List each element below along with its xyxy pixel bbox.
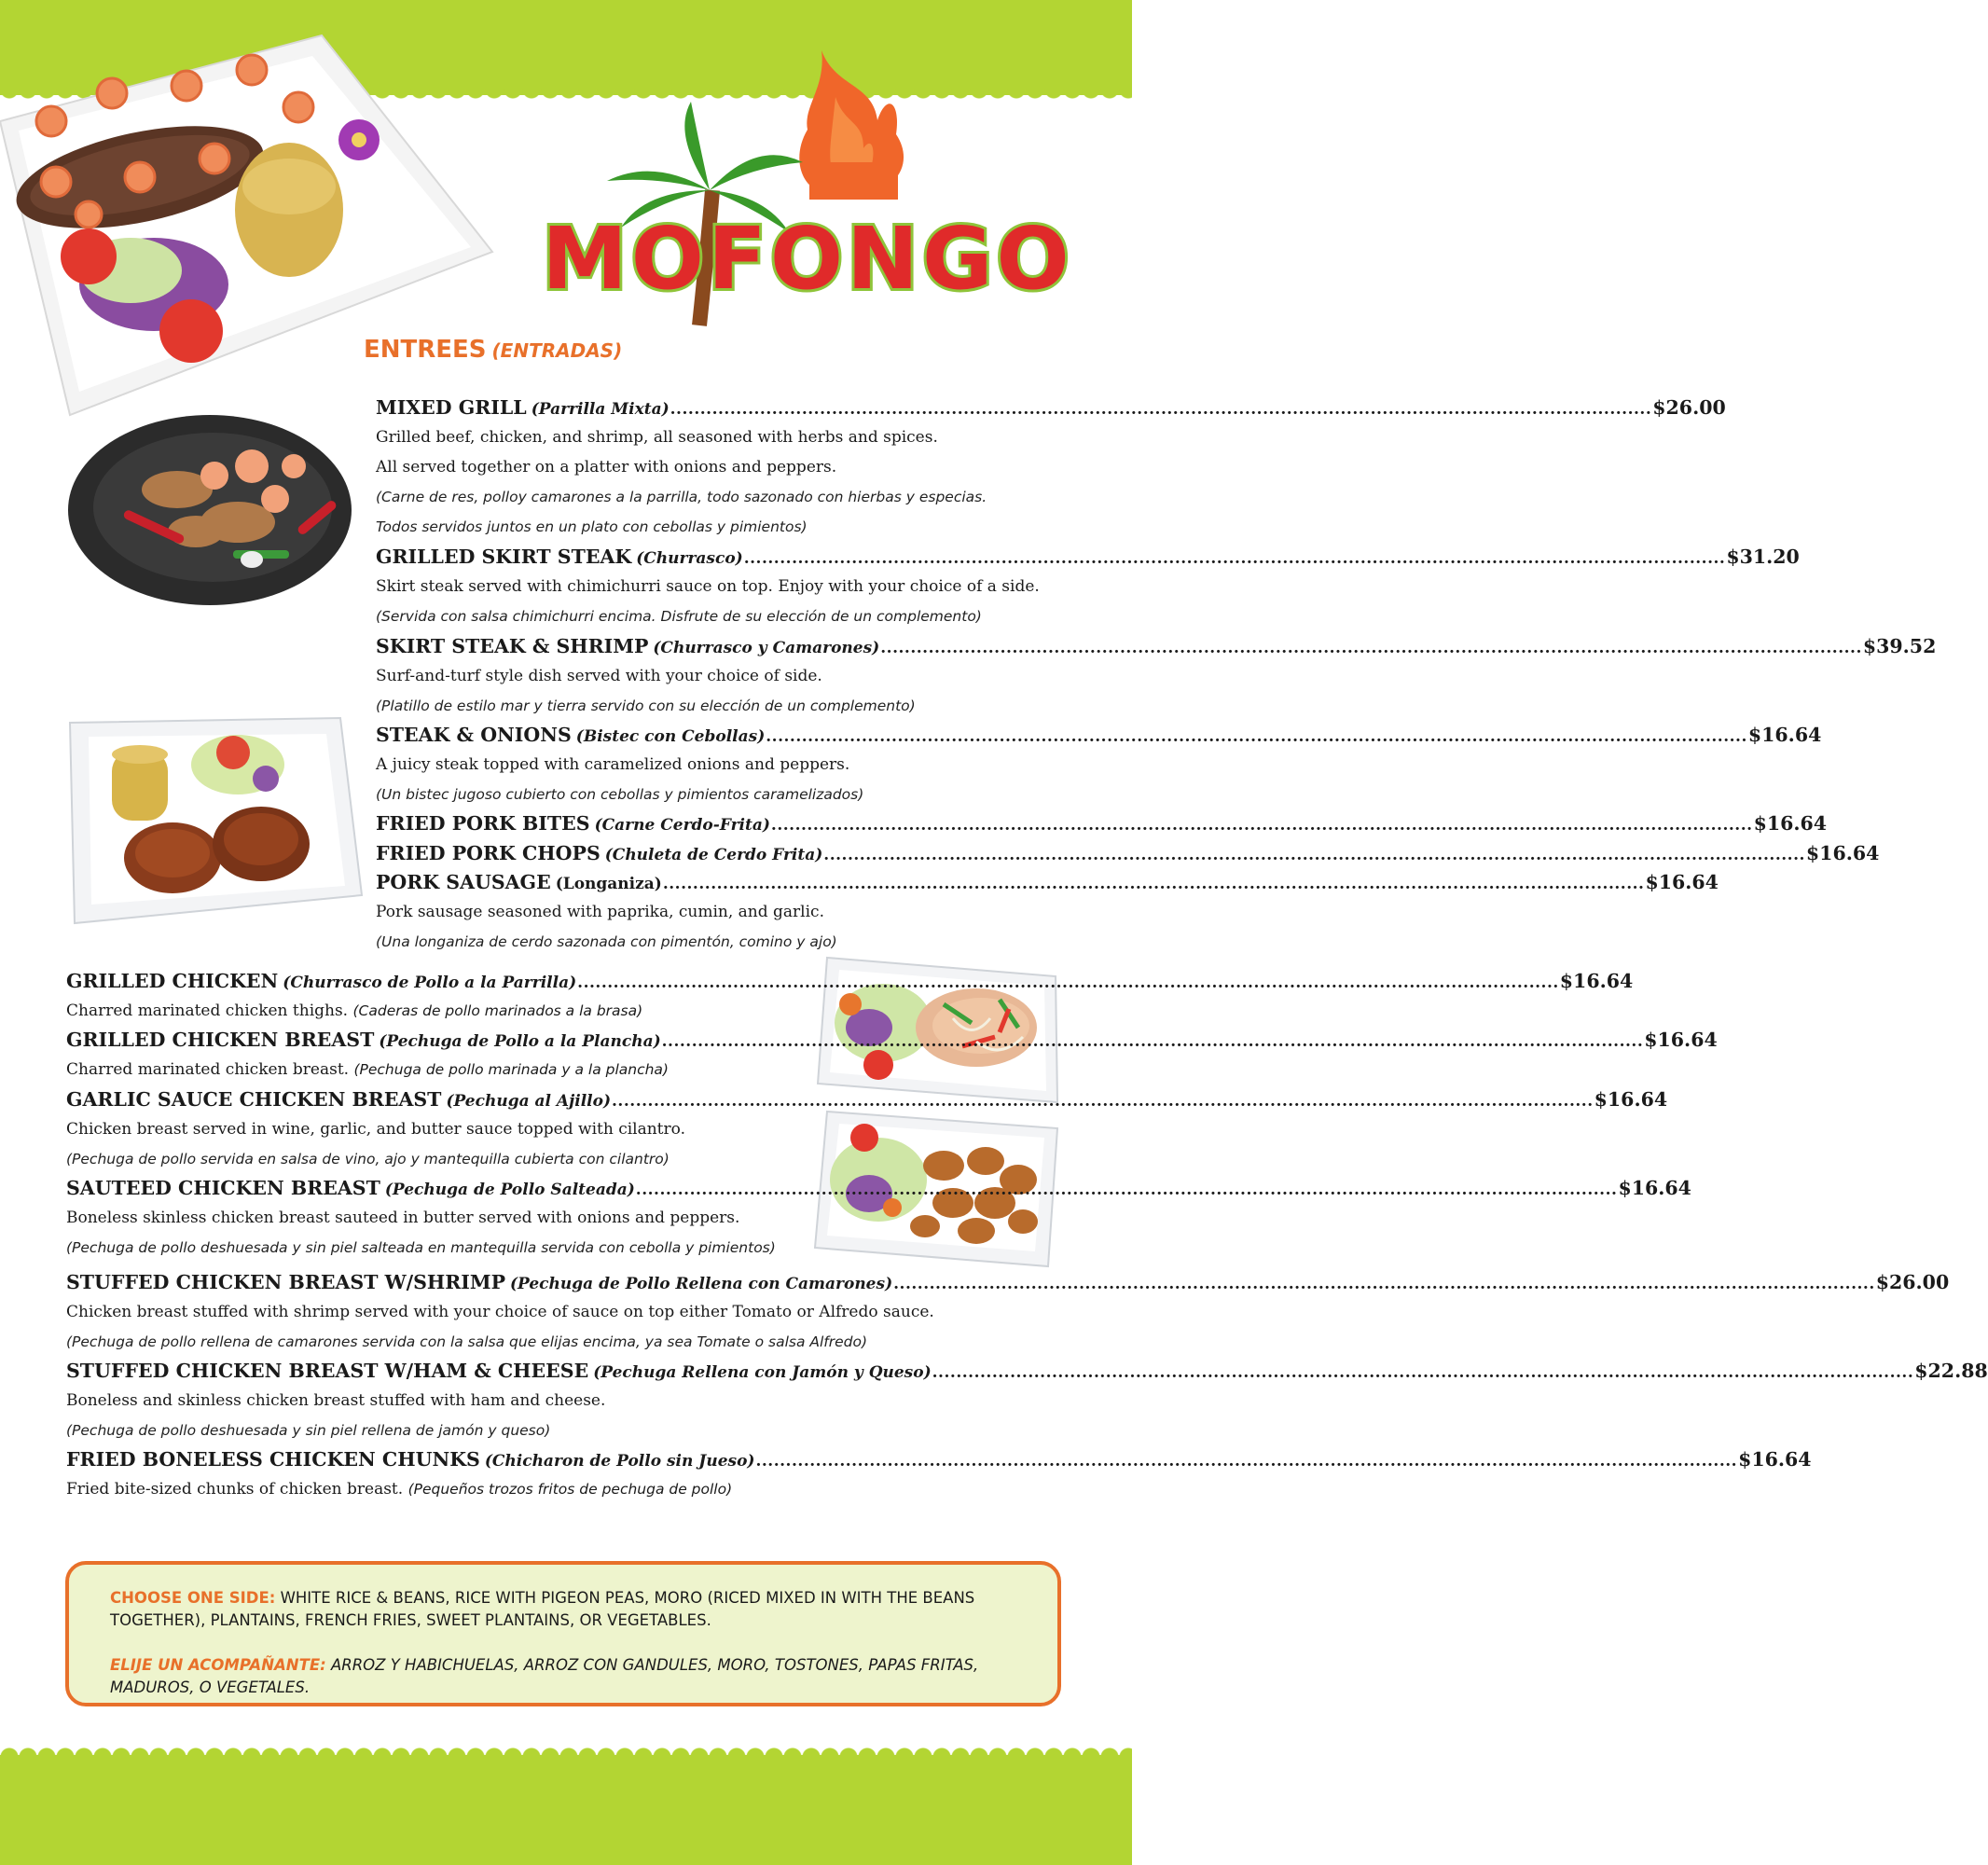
item-description (66, 996, 798, 1026)
item-name-es: (Parrilla Mixta) (531, 400, 670, 419)
item-description: Chicken breast stuffed with shrimp served with your choice of sauce on top either Tomato or Alfredo sauce. (66, 1303, 934, 1321)
item-description: All served together on a platter with onions and peppers. (376, 458, 837, 477)
item-price: $16.64 (1594, 1088, 1668, 1111)
sides-text: WHITE RICE & BEANS, RICE WITH PIGEON PEAS, MORO (RICED MIXED IN WITH THE BEANS TOGETHER), PLANTAINS, FRENCH FRIES, SWEET PLANTAINS, OR VEGETABLES. (110, 1589, 975, 1629)
sides-box (65, 1561, 1061, 1706)
item-name-es: (Pechuga al Ajillo) (446, 1092, 612, 1111)
item-name-es: (Churrasco de Pollo a la Parrilla) (283, 974, 577, 992)
bottom-band (0, 1755, 1132, 1865)
menu-item-fried-pork-chops (376, 838, 1880, 868)
item-price: $26.00 (1875, 1271, 1950, 1293)
pork-chops-photo (65, 713, 364, 928)
item-description-es: (Servida con salsa chimichurri encima. Disfrute de su elección de un complemento) (376, 608, 982, 625)
item-description-es: (Pechuga de pollo servida en salsa de vino, ajo y mantequilla cubierta con cilantro) (66, 1151, 670, 1167)
leader-dots: .................................................................................................................................................................... (612, 1092, 1594, 1111)
item-description-en: Charred marinated chicken breast. (66, 1060, 350, 1079)
menu-item-grilled-chicken-breast (66, 1025, 1718, 1084)
section-title-es: (ENTRADAS) (491, 339, 623, 362)
item-name: GRILLED CHICKEN (66, 970, 279, 992)
item-price: $16.64 (1738, 1448, 1812, 1471)
item-description: Boneless and skinless chicken breast stuffed with ham and cheese. (66, 1391, 606, 1410)
item-description-es: (Pechuga de pollo deshuesada y sin piel salteada en mantequilla servida con cebolla y pimientos) (66, 1239, 776, 1256)
item-description-es: (Pechuga de pollo marinada y a la plancha) (353, 1061, 669, 1078)
menu-item-skirt-steak-shrimp (376, 631, 1937, 721)
item-price: $22.88 (1914, 1360, 1988, 1382)
item-price: $26.00 (1652, 396, 1726, 419)
item-name-es: (Bistec con Cebollas) (575, 727, 766, 746)
item-price: $16.64 (1559, 970, 1634, 992)
section-title-en: ENTREES (364, 336, 487, 364)
item-name: PORK SAUSAGE (376, 871, 551, 893)
sides-label: CHOOSE ONE SIDE: (110, 1589, 276, 1607)
item-name-es: (Pechuga de Pollo Salteada) (384, 1181, 635, 1199)
item-description-es: Todos servidos juntos en un plato con cebollas y pimientos) (376, 518, 808, 535)
sides-spanish (110, 1654, 1016, 1699)
menu-item-stuffed-chicken-shrimp (66, 1267, 1950, 1357)
bottom-scallop-edge (0, 1740, 1132, 1757)
item-description-es: (Pequeños trozos fritos de pechuga de pollo) (407, 1481, 733, 1498)
menu-item-fried-boneless-chicken-chunks (66, 1444, 1812, 1504)
leader-dots: .................................................................................................................................................................... (766, 727, 1747, 746)
section-title (364, 336, 622, 364)
leader-dots: .................................................................................................................................................................... (880, 639, 1862, 657)
leader-dots: .................................................................................................................................................................... (893, 1275, 1875, 1293)
item-name-es: (Churrasco y Camarones) (653, 639, 880, 657)
leader-dots: .................................................................................................................................................................... (635, 1181, 1618, 1199)
item-name: SAUTEED CHICKEN BREAST (66, 1177, 380, 1199)
item-name-es: (Pechuga Rellena con Jamón y Queso) (593, 1363, 932, 1382)
item-name: GARLIC SAUCE CHICKEN BREAST (66, 1088, 442, 1111)
item-description: Skirt steak served with chimichurri sauce on top. Enjoy with your choice of a side. (376, 577, 1040, 596)
item-name: STUFFED CHICKEN BREAST W/SHRIMP (66, 1271, 505, 1293)
item-price: $39.52 (1862, 635, 1937, 657)
menu-item-steak-onions (376, 720, 1822, 809)
menu-item-mixed-grill (376, 393, 1726, 542)
item-price: $31.20 (1726, 546, 1800, 568)
leader-dots: .................................................................................................................................................................... (661, 1032, 1644, 1051)
item-description-es: (Carne de res, polloy camarones a la parrilla, todo sazonado con hierbas y especias. (376, 489, 987, 505)
sides-text-es: ARROZ Y HABICHUELAS, ARROZ CON GANDULES, MORO, TOSTONES, PAPAS FRITAS, MADUROS, O VEGETALES. (110, 1656, 979, 1696)
leader-dots: .................................................................................................................................................................... (670, 400, 1652, 419)
item-price: $16.64 (1618, 1177, 1691, 1199)
item-description (66, 1474, 1042, 1504)
item-description: A juicy steak topped with caramelized onions and peppers. (376, 755, 850, 774)
item-price: $16.64 (1644, 1029, 1718, 1051)
item-description: Pork sausage seasoned with paprika, cumin, and garlic. (376, 903, 824, 921)
menu-item-grilled-skirt-steak (376, 542, 1800, 631)
item-description-en: Charred marinated chicken thighs. (66, 1002, 349, 1020)
item-description-es: (Pechuga de pollo rellena de camarones servida con la salsa que elijas encima, ya sea Tomate o salsa Alfredo) (66, 1333, 868, 1350)
item-description: Grilled beef, chicken, and shrimp, all seasoned with herbs and spices. (376, 428, 938, 447)
menu-item-stuffed-chicken-ham-cheese (66, 1356, 1988, 1445)
fajita-skillet-photo (65, 410, 359, 611)
leader-dots: .................................................................................................................................................................... (932, 1363, 1914, 1382)
item-description-es: (Platillo de estilo mar y tierra servido con su elección de un complemento) (376, 698, 916, 714)
leader-dots: .................................................................................................................................................................... (823, 846, 1805, 864)
item-name-es: (Chicharon de Pollo sin Jueso) (484, 1452, 755, 1471)
item-description-es: (Un bistec jugoso cubierto con cebollas y pimientos caramelizados) (376, 786, 864, 803)
item-description-es: (Pechuga de pollo deshuesada y sin piel rellena de jamón y queso) (66, 1422, 551, 1439)
item-name: GRILLED CHICKEN BREAST (66, 1029, 375, 1051)
item-name: FRIED BONELESS CHICKEN CHUNKS (66, 1448, 480, 1471)
menu-item-sauteed-chicken-breast (66, 1173, 1691, 1263)
item-price: $16.64 (1747, 724, 1822, 746)
item-name: STUFFED CHICKEN BREAST W/HAM & CHEESE (66, 1360, 589, 1382)
item-description-es: (Una longaniza de cerdo sazonada con pimentón, comino y ajo) (376, 933, 837, 950)
leader-dots: .................................................................................................................................................................... (770, 816, 1753, 835)
sides-english (110, 1587, 1016, 1632)
item-name-es: (Churrasco) (636, 549, 743, 568)
item-price: $16.64 (1753, 812, 1828, 835)
logo-wordmark: MOFONGO (542, 209, 1073, 309)
menu-item-garlic-sauce-chicken-breast (66, 1084, 1668, 1174)
leader-dots: .................................................................................................................................................................... (577, 974, 1559, 992)
item-name-es: (Pechuga de Pollo a la Plancha) (379, 1032, 661, 1051)
item-name-es: (Carne Cerdo-Frita) (594, 816, 770, 835)
item-price: $16.64 (1805, 842, 1880, 864)
leader-dots: .................................................................................................................................................................... (743, 549, 1726, 568)
item-name: STEAK & ONIONS (376, 724, 572, 746)
item-description: Chicken breast served in wine, garlic, and butter sauce topped with cilantro. (66, 1120, 685, 1139)
menu-item-fried-pork-bites (376, 808, 1828, 838)
item-description (66, 1055, 798, 1084)
menu-item-grilled-chicken (66, 966, 1634, 1026)
item-description-es: (Caderas de pollo marinados a la brasa) (352, 1002, 643, 1019)
item-name-es: (Chuleta de Cerdo Frita) (604, 846, 823, 864)
item-name: GRILLED SKIRT STEAK (376, 546, 632, 568)
leader-dots: .................................................................................................................................................................... (662, 875, 1645, 893)
menu-item-pork-sausage (376, 867, 1719, 957)
item-price: $16.64 (1645, 871, 1719, 893)
item-description: Surf-and-turf style dish served with your choice of side. (376, 667, 822, 685)
item-name: SKIRT STEAK & SHRIMP (376, 635, 649, 657)
leader-dots: .................................................................................................................................................................... (755, 1452, 1738, 1471)
item-description-en: Fried bite-sized chunks of chicken breast. (66, 1480, 404, 1499)
sides-label-es: ELIJE UN ACOMPAÑANTE: (110, 1656, 326, 1674)
item-name-es: (Pechuga de Pollo Rellena con Camarones) (510, 1275, 893, 1293)
item-name-es: (Longaniza) (555, 875, 662, 893)
item-name: FRIED PORK CHOPS (376, 842, 601, 864)
item-name: MIXED GRILL (376, 396, 527, 419)
item-name: FRIED PORK BITES (376, 812, 590, 835)
mofongo-logo (542, 50, 1073, 309)
item-description: Boneless skinless chicken breast sauteed in butter served with onions and peppers. (66, 1209, 740, 1227)
